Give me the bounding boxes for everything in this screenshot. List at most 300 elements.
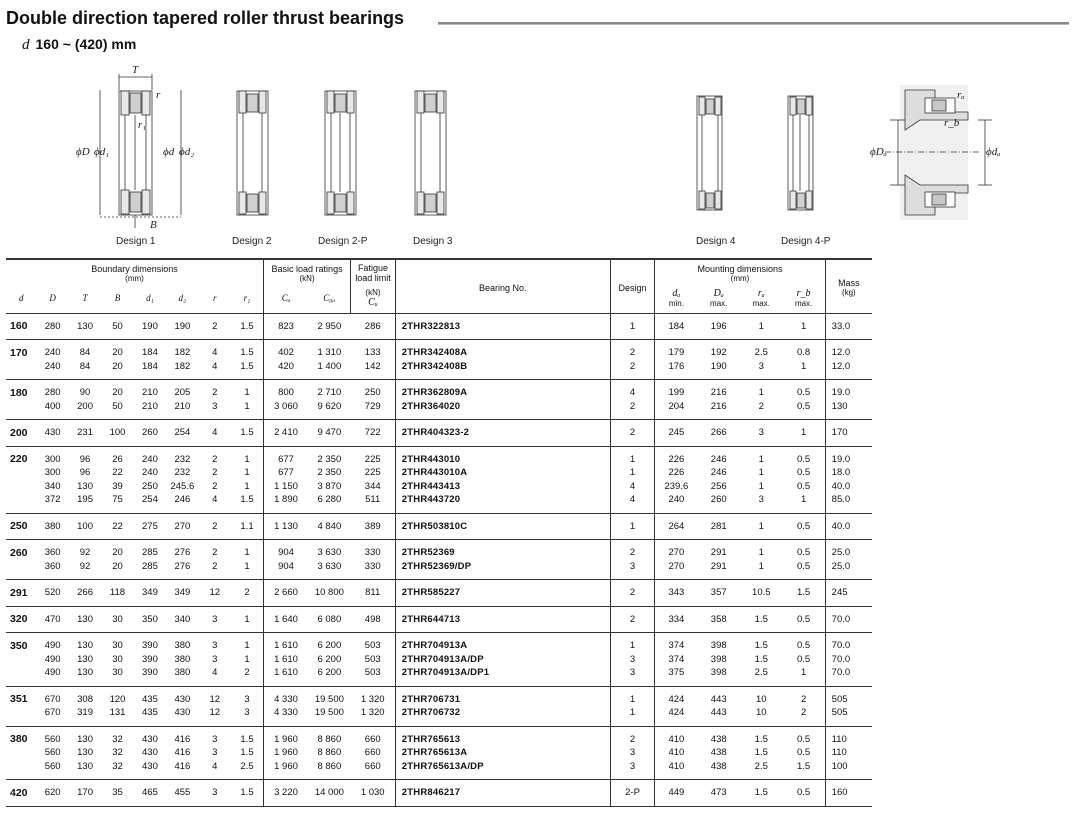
- table-row: [6, 466, 872, 480]
- cell-Ca: 4 330: [263, 706, 308, 726]
- cell-Ca: 1 610: [263, 633, 308, 653]
- design-label-3: Design 3: [413, 236, 453, 247]
- cell-C0a: 6 200: [317, 640, 342, 652]
- cell-r: 2: [212, 547, 218, 559]
- cell-d2: 232: [174, 453, 191, 465]
- cell-D: 560: [44, 747, 61, 759]
- cell-d: 420: [10, 786, 28, 799]
- table-row: [6, 686, 872, 706]
- cell-Da: 291: [710, 547, 727, 559]
- boundary-unit: (mm): [125, 273, 144, 283]
- cell-mass: 19.0: [825, 380, 872, 400]
- col-Da: [697, 283, 740, 313]
- cell-mass: 245: [825, 580, 872, 607]
- cell-d: [6, 560, 36, 580]
- cell-mass: 25.0: [825, 560, 872, 580]
- cell-d2: 416: [174, 760, 191, 772]
- cell-B: 131: [109, 707, 126, 719]
- mounting-drawing: [885, 85, 992, 220]
- cell-da: 245: [655, 420, 698, 447]
- cell-T: 130: [77, 733, 93, 745]
- cell-Da: 473: [710, 787, 727, 799]
- cell-C0a: 1 310: [317, 347, 342, 359]
- cell-r: 3: [212, 787, 218, 799]
- cell-Cu: 1 320: [360, 707, 385, 719]
- cell-r: 2: [212, 467, 218, 479]
- cell-B: 20: [112, 560, 123, 572]
- design-2p-drawing: [325, 91, 356, 215]
- cell-d1: 349: [142, 587, 158, 599]
- cell-D: 470: [44, 613, 61, 625]
- cell-Da: 291: [710, 560, 727, 572]
- cell-da: 334: [655, 606, 698, 633]
- cell-d2: 182: [174, 360, 191, 372]
- cell-mass: 40.0: [825, 480, 872, 494]
- cell-Ca: 1 610: [263, 666, 308, 686]
- cell-T: 130: [77, 480, 93, 492]
- cell-d2: 380: [174, 640, 191, 652]
- cell-Cu: 503: [364, 653, 381, 665]
- cell-r: 4: [212, 494, 218, 506]
- cell-da: 410: [655, 726, 698, 746]
- cell-Cu: 660: [364, 747, 381, 759]
- cell-T: 130: [77, 653, 93, 665]
- cell-Da: 398: [710, 667, 727, 679]
- cell-C0a: 9 470: [317, 427, 342, 439]
- bore-group-160: [6, 313, 872, 340]
- cell-d: [6, 466, 36, 480]
- cell-d: 160: [10, 320, 28, 333]
- cell-rb: 0.5: [797, 733, 811, 745]
- cell-r1: 3: [244, 707, 250, 719]
- cell-mass: 130: [825, 400, 872, 420]
- cell-d1: 350: [142, 613, 158, 625]
- label-T: T: [132, 64, 139, 76]
- cell-d2: 349: [174, 587, 191, 599]
- cell-d2: 416: [174, 733, 191, 745]
- cell-Da: 266: [710, 427, 727, 439]
- cell-design: 2: [610, 606, 655, 633]
- cell-da: 264: [655, 513, 698, 540]
- cell-B: 32: [112, 733, 123, 745]
- cell-bearing-no: 2THR704913A: [395, 633, 610, 653]
- page-title: Double direction tapered roller thrust bearings: [6, 8, 405, 28]
- cell-d1: 184: [142, 347, 158, 359]
- cell-d1: 260: [142, 427, 158, 439]
- cell-r: 3: [212, 400, 218, 412]
- col-da-sub: min.: [668, 298, 684, 308]
- cell-Cu: 389: [364, 520, 381, 532]
- cell-bearing-no: 2THR342408B: [395, 360, 610, 380]
- cell-r1: 1.5: [240, 427, 254, 439]
- cell-C0a: 19 500: [314, 707, 344, 719]
- cell-Cu: 660: [364, 733, 381, 745]
- cell-B: 22: [112, 467, 123, 479]
- cell-d: 350: [10, 639, 28, 652]
- table-row: [6, 706, 872, 726]
- cell-design: 2: [610, 400, 655, 420]
- cell-da: 176: [655, 360, 698, 380]
- cell-d1: 210: [142, 387, 158, 399]
- cell-d: [6, 666, 36, 686]
- col-da: [655, 283, 698, 313]
- cell-C0a: 1 400: [317, 360, 342, 372]
- cell-B: 20: [112, 347, 123, 359]
- cell-D: 240: [44, 360, 61, 372]
- cell-C0a: 6 200: [317, 667, 342, 679]
- mass-header: [825, 259, 872, 313]
- cell-B: 39: [112, 480, 123, 492]
- cell-r: 4: [212, 760, 218, 772]
- cell-bearing-no: 2THR364020: [395, 400, 610, 420]
- cell-r1: 1.5: [240, 747, 254, 759]
- cell-C0a: 3 630: [317, 560, 342, 572]
- cell-d: 250: [10, 520, 28, 533]
- cell-r1: 1.5: [240, 733, 254, 745]
- cell-r1: 1: [244, 400, 250, 412]
- cell-ra: 10: [756, 693, 767, 705]
- cell-r: 12: [209, 587, 221, 599]
- cell-C0a: 3 870: [317, 480, 342, 492]
- cell-mass: 85.0: [825, 493, 872, 513]
- label-phida: ϕdₐ: [986, 146, 1001, 158]
- cell-rb: 0.5: [797, 613, 811, 625]
- col-r1: r₁: [243, 292, 251, 303]
- cell-rb: 0.5: [797, 640, 811, 652]
- cell-design: 2: [610, 360, 655, 380]
- cell-T: 130: [77, 613, 93, 625]
- cell-rb: 0.5: [797, 787, 811, 799]
- table-row: [6, 746, 872, 760]
- cell-Ca: 1 130: [263, 513, 308, 540]
- col-ra-sym: rₐ: [757, 287, 765, 299]
- fatigue-title-2: load limit: [355, 273, 391, 283]
- cell-d1: 430: [142, 733, 158, 745]
- cell-design: 3: [610, 560, 655, 580]
- cell-mass: 70.0: [825, 666, 872, 686]
- cell-D: 430: [44, 427, 61, 439]
- cell-Da: 438: [710, 733, 727, 745]
- cell-d2: 182: [174, 347, 191, 359]
- cell-ra: 10: [756, 707, 767, 719]
- cell-mass: 160: [825, 780, 872, 807]
- cell-da: 270: [655, 540, 698, 560]
- cell-ra: 2: [758, 400, 764, 412]
- cell-rb: 1: [800, 494, 807, 506]
- cell-mass: 110: [825, 746, 872, 760]
- cell-Cu: 344: [364, 480, 381, 492]
- cell-D: 300: [44, 467, 61, 479]
- cell-r: 2: [212, 387, 218, 399]
- col-Da-sub: max.: [710, 298, 728, 308]
- cell-ra: 1: [758, 467, 764, 479]
- cell-D: 360: [44, 560, 61, 572]
- label-phid2: ϕd₂: [179, 146, 195, 158]
- cell-rb: 2: [800, 707, 807, 719]
- cell-d1: 390: [142, 667, 158, 679]
- mounting-unit: (mm): [730, 273, 750, 283]
- cell-Da: 246: [710, 453, 727, 465]
- col-B: B: [114, 292, 121, 303]
- cell-d2: 270: [174, 520, 191, 532]
- table-row: [6, 580, 872, 607]
- label-ra: rₐ: [957, 89, 965, 101]
- cell-C0a: 2 350: [317, 467, 342, 479]
- cell-Cu: 286: [364, 320, 381, 332]
- cell-r: 12: [209, 693, 221, 705]
- cell-design: 3: [610, 666, 655, 686]
- cell-bearing-no: 2THR342408A: [395, 340, 610, 360]
- cell-T: 195: [77, 494, 93, 506]
- cell-rb: 1.5: [797, 587, 811, 599]
- col-Ca: Cₐ: [263, 283, 308, 313]
- cell-Ca: 904: [263, 540, 308, 560]
- cell-d2: 205: [174, 387, 191, 399]
- bore-group-351: [6, 686, 872, 726]
- fatigue-unit: (kN): [365, 287, 381, 297]
- cell-ra: 1: [758, 480, 764, 492]
- col-rb-sub: max.: [794, 298, 813, 308]
- col-C0a: C₀ₐ: [323, 292, 335, 303]
- mounting-title: Mounting dimensions: [697, 263, 783, 274]
- cell-d1: 240: [142, 453, 158, 465]
- cell-ra: 1: [758, 453, 764, 465]
- cell-design: 4: [610, 480, 655, 494]
- label-phid: ϕd: [163, 146, 175, 158]
- cell-Da: 398: [710, 640, 727, 652]
- cell-T: 130: [77, 640, 93, 652]
- cell-Cu: 250: [364, 387, 381, 399]
- cell-ra: 10.5: [752, 587, 771, 599]
- cell-Cu: 142: [364, 360, 381, 372]
- cell-d2: 430: [174, 693, 191, 705]
- cell-B: 75: [112, 494, 123, 506]
- cell-r1: 1: [244, 387, 250, 399]
- table-header: [6, 259, 872, 313]
- table-row: [6, 780, 872, 807]
- cell-rb: 0.5: [797, 453, 811, 465]
- bore-group-320: [6, 606, 872, 633]
- cell-C0a: 14 000: [314, 787, 344, 799]
- label-rb: r_b: [944, 117, 960, 129]
- cell-r: 12: [209, 707, 221, 719]
- cell-d1: 184: [142, 360, 158, 372]
- cell-design: 4: [610, 493, 655, 513]
- cell-d: 351: [10, 693, 28, 706]
- cell-ra: 2.5: [754, 760, 768, 772]
- cell-D: 670: [44, 693, 61, 705]
- cell-rb: 0.5: [797, 747, 811, 759]
- cell-da: 226: [655, 446, 698, 466]
- cell-T: 130: [77, 760, 93, 772]
- cell-d2: 380: [174, 653, 191, 665]
- cell-r1: 1: [244, 480, 250, 492]
- col-D: D: [49, 292, 56, 303]
- cell-da: 204: [655, 400, 698, 420]
- cell-Ca: 4 330: [263, 686, 308, 706]
- cell-Ca: 1 890: [263, 493, 308, 513]
- cell-B: 32: [112, 760, 123, 772]
- cell-bearing-no: 2THR404323-2: [395, 420, 610, 447]
- cell-mass: 110: [825, 726, 872, 746]
- cell-Cu: 133: [364, 347, 381, 359]
- cell-r1: 1: [244, 653, 250, 665]
- cell-bearing-no: 2THR322813: [395, 313, 610, 340]
- cell-mass: 18.0: [825, 466, 872, 480]
- cell-rb: 0.5: [797, 547, 811, 559]
- label-r1: r₁: [138, 119, 147, 131]
- cell-bearing-no: 2THR52369: [395, 540, 610, 560]
- cell-d1: 285: [142, 547, 158, 559]
- cell-r1: 1: [244, 547, 250, 559]
- cell-d: [6, 493, 36, 513]
- cell-d2: 430: [174, 707, 191, 719]
- cell-ra: 1.5: [754, 747, 768, 759]
- cell-T: 130: [77, 667, 93, 679]
- cell-D: 400: [44, 400, 61, 412]
- cell-bearing-no: 2THR362809A: [395, 380, 610, 400]
- table-row: [6, 653, 872, 667]
- cell-B: 32: [112, 747, 123, 759]
- cell-rb: 2: [800, 693, 807, 705]
- cell-Da: 256: [710, 480, 727, 492]
- cell-r: 3: [212, 653, 218, 665]
- cell-bearing-no: 2THR706731: [395, 686, 610, 706]
- bore-group-250: [6, 513, 872, 540]
- cell-D: 490: [44, 653, 61, 665]
- cell-bearing-no: 2THR443720: [395, 493, 610, 513]
- cell-r: 3: [212, 747, 218, 759]
- cell-B: 30: [112, 653, 123, 665]
- cell-rb: 0.5: [797, 387, 811, 399]
- cell-Ca: 1 610: [263, 653, 308, 667]
- subtitle-symbol: d: [22, 37, 30, 53]
- cell-mass: 100: [825, 760, 872, 780]
- bearing-no-header: Bearing No.: [395, 259, 610, 313]
- cell-Cu: 225: [364, 467, 381, 479]
- bore-group-200: [6, 420, 872, 447]
- cell-D: 380: [44, 520, 61, 532]
- cell-B: 20: [112, 387, 123, 399]
- cell-bearing-no: 2THR585227: [395, 580, 610, 607]
- cell-Cu: 498: [364, 613, 381, 625]
- cell-Cu: 722: [364, 427, 381, 439]
- cell-T: 90: [79, 387, 91, 399]
- cell-da: 424: [655, 686, 698, 706]
- cell-rb: 0.5: [797, 520, 811, 532]
- cell-T: 231: [77, 427, 93, 439]
- col-d: d: [18, 292, 24, 303]
- boundary-title: Boundary dimensions: [91, 263, 178, 274]
- cell-d: [6, 746, 36, 760]
- cell-d: 291: [10, 586, 28, 599]
- cell-d: [6, 400, 36, 420]
- cell-design: 1: [610, 466, 655, 480]
- cell-C0a: 3 630: [317, 547, 342, 559]
- design-header: Design: [610, 259, 655, 313]
- cell-Ca: 1 960: [263, 726, 308, 746]
- cell-d: 170: [10, 346, 28, 359]
- cell-ra: 3: [758, 360, 764, 372]
- cell-T: 92: [79, 560, 91, 572]
- cell-B: 30: [112, 640, 123, 652]
- cell-Da: 438: [710, 747, 727, 759]
- cell-mass: 505: [825, 686, 872, 706]
- cell-bearing-no: 2THR443010A: [395, 466, 610, 480]
- cell-da: 226: [655, 466, 698, 480]
- col-ra: [740, 283, 783, 313]
- cell-rb: 0.5: [797, 400, 811, 412]
- cell-Da: 192: [710, 347, 727, 359]
- table-row: [6, 560, 872, 580]
- cell-design: 2: [610, 340, 655, 360]
- cell-d1: 240: [142, 467, 158, 479]
- cell-ra: 1.5: [754, 640, 768, 652]
- cell-Da: 196: [710, 320, 727, 332]
- cell-Ca: 800: [263, 380, 308, 400]
- bore-group-180: [6, 380, 872, 420]
- cell-T: 130: [77, 747, 93, 759]
- cell-d1: 435: [142, 707, 158, 719]
- cell-D: 490: [44, 667, 61, 679]
- table-row: [6, 340, 872, 360]
- cell-Cu: 729: [364, 400, 381, 412]
- cell-r: 3: [212, 733, 218, 745]
- cell-ra: 1: [758, 320, 764, 332]
- cell-Ca: 2 410: [263, 420, 308, 447]
- cell-bearing-no: 2THR52369/DP: [395, 560, 610, 580]
- cell-B: 20: [112, 360, 123, 372]
- cell-B: 50: [112, 320, 123, 332]
- cell-d2: 455: [174, 787, 191, 799]
- cell-rb: 0.5: [797, 653, 811, 665]
- cell-Da: 246: [710, 467, 727, 479]
- cell-C0a: 8 860: [317, 760, 342, 772]
- bearing-drawings: [0, 60, 1075, 255]
- cell-C0a: 2 950: [317, 320, 342, 332]
- cell-d2: 276: [174, 547, 191, 559]
- cell-D: 560: [44, 760, 61, 772]
- cell-da: 184: [655, 313, 698, 340]
- cell-r: 3: [212, 613, 218, 625]
- cell-Cu: 811: [365, 587, 381, 599]
- cell-r1: 1: [244, 613, 250, 625]
- cell-d2: 246: [174, 494, 191, 506]
- cell-D: 670: [44, 707, 61, 719]
- table-row: [6, 606, 872, 633]
- cell-D: 560: [44, 733, 61, 745]
- table-row: [6, 513, 872, 540]
- fatigue-col: Cᵤ: [368, 296, 378, 308]
- cell-ra: 2.5: [754, 667, 768, 679]
- title-rule: [438, 22, 1069, 25]
- cell-ra: 1.5: [754, 733, 768, 745]
- cell-Ca: 1 960: [263, 760, 308, 780]
- cell-d2: 416: [174, 747, 191, 759]
- cell-T: 96: [79, 453, 91, 465]
- cell-r1: 1: [244, 453, 250, 465]
- cell-r1: 2.5: [240, 760, 254, 772]
- cell-B: 20: [112, 547, 123, 559]
- label-r: r: [156, 89, 161, 101]
- cell-design: 1: [610, 513, 655, 540]
- cell-Cu: 1 320: [360, 693, 385, 705]
- cell-design: 1: [610, 633, 655, 653]
- cell-da: 240: [655, 493, 698, 513]
- cell-Ca: 677: [263, 446, 308, 466]
- cell-r: 2: [212, 520, 218, 532]
- cell-Ca: 823: [263, 313, 308, 340]
